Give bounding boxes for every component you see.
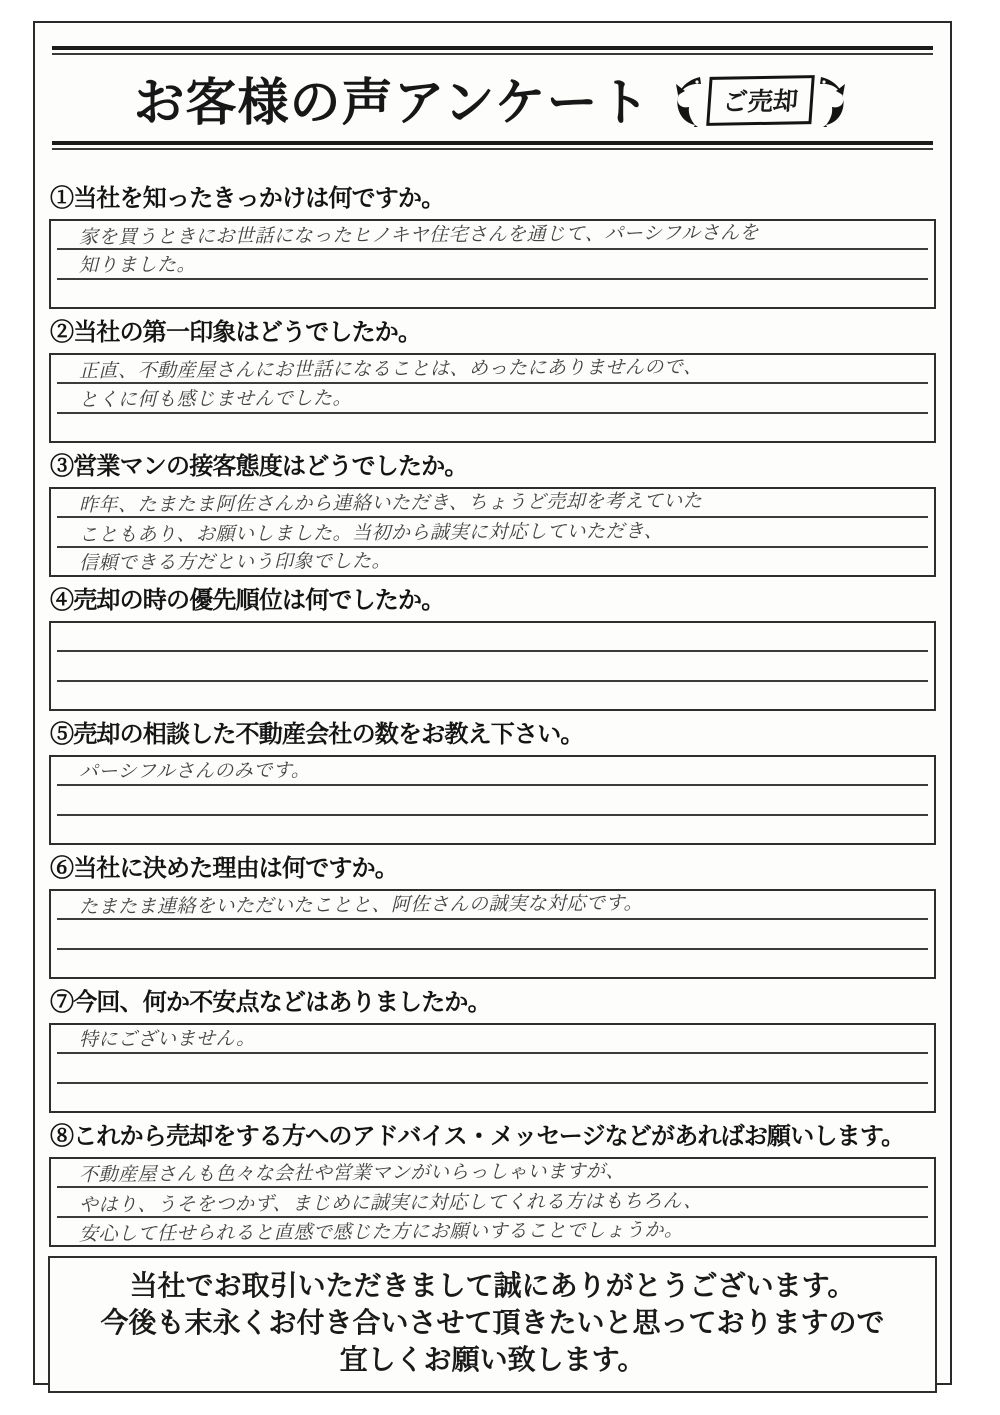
answer-box — [49, 219, 936, 309]
answer-line — [57, 891, 928, 920]
answer-line — [51, 816, 934, 843]
handwritten-answer: パーシフルさんのみです。 — [78, 759, 311, 784]
answer-box — [49, 889, 936, 979]
answer-line — [57, 489, 928, 518]
answer-line — [57, 221, 928, 250]
answer-line — [57, 355, 928, 384]
handwritten-answer: 信頼できる方だという印象でした。 — [78, 549, 392, 575]
answer-line — [57, 920, 928, 949]
handwritten-answer: 昨年、たまたま阿佐さんから連絡いただき、ちょうど売却を考えていた — [78, 490, 703, 517]
answer-line — [57, 623, 928, 652]
handwritten-answer: こともあり、お願いしました。当初から誠実に対応していただき、 — [78, 519, 664, 546]
question-label: 今回、何か不安点などはありましたか。 — [73, 989, 491, 1016]
question-number: ④ — [50, 587, 74, 614]
question-number: ⑥ — [50, 855, 74, 882]
question-label: 営業マンの接客態度はどうでしたか。 — [73, 453, 468, 480]
answer-box — [49, 1157, 936, 1247]
page-title: お客様の声アンケート — [133, 74, 651, 131]
answer-line — [57, 518, 928, 547]
answer-line — [57, 786, 928, 815]
question-number: ⑤ — [50, 721, 74, 748]
question-number: ⑧ — [50, 1123, 74, 1150]
answer-line — [51, 280, 934, 307]
handwritten-answer: 正直、不動産屋さんにお世話になることは、めったにありませんので、 — [78, 356, 703, 383]
handwritten-answer: とくに何も感じませんでした。 — [78, 386, 353, 411]
thanks-message-box — [48, 1256, 937, 1393]
question-number: ② — [50, 319, 74, 346]
answer-line — [57, 250, 928, 279]
double-rule-top — [52, 46, 933, 55]
answer-line — [51, 1084, 934, 1111]
sale-badge — [670, 73, 851, 127]
answer-box — [49, 353, 936, 443]
handwritten-answer: やはり、うそをつかず、まじめに誠実に対応してくれる方はもちろん、 — [78, 1189, 703, 1216]
handwritten-answer: たまたま連絡をいただいたことと、阿佐さんの誠実な対応です。 — [78, 892, 644, 919]
handwritten-answer: 知りました。 — [78, 253, 197, 277]
answer-line — [57, 757, 928, 786]
question-label: 売却の時の優先順位は何でしたか。 — [73, 587, 445, 614]
double-rule-bottom — [52, 141, 933, 150]
badge-label: ご売却 — [707, 75, 816, 126]
answer-line — [57, 1025, 928, 1054]
question-label: これから売却をする方へのアドバイス・メッセージなどがあればお願いします。 — [73, 1123, 905, 1150]
answer-box — [49, 487, 936, 577]
question-label: 当社に決めた理由は何ですか。 — [73, 855, 399, 882]
answer-line — [57, 384, 928, 413]
question-section-7 — [48, 988, 937, 1113]
question-section-8 — [48, 1122, 937, 1247]
question-label: 売却の相談した不動産会社の数をお教え下さい。 — [73, 721, 584, 748]
question-number: ⑦ — [50, 989, 74, 1016]
question-sections — [48, 184, 937, 1396]
title-band — [48, 23, 937, 150]
thanks-line: 今後も末永くお付き合いさせて頂きたいと思っておりますので — [100, 1308, 885, 1339]
answer-line — [57, 1054, 928, 1083]
answer-line — [51, 950, 934, 977]
handwritten-answer: 安心して任せられると直感で感じた方にお願いすることでしょうか。 — [78, 1218, 684, 1245]
question-section-5 — [48, 720, 937, 845]
answer-line — [57, 1188, 928, 1217]
answer-line — [51, 682, 934, 709]
thanks-line: 当社でお取引いただきまして誠にありがとうございます。 — [129, 1271, 856, 1302]
question-label: 当社を知ったきっかけは何ですか。 — [73, 185, 445, 212]
answer-box — [49, 755, 936, 845]
question-number: ① — [50, 185, 74, 212]
question-section-4 — [48, 586, 937, 711]
question-label: 当社の第一印象はどうでしたか。 — [73, 319, 422, 346]
answer-box — [49, 621, 936, 711]
question-section-6 — [48, 854, 937, 979]
survey-sheet — [33, 21, 952, 1385]
handwritten-answer: 不動産屋さんも色々な会社や営業マンがいらっしゃいますが、 — [78, 1160, 626, 1187]
handwritten-answer: 家を買うときにお世話になったヒノキヤ住宅さんを通じて、パーシフルさんを — [78, 221, 760, 249]
question-section-3 — [48, 452, 937, 577]
question-number: ③ — [50, 453, 74, 480]
dolphin-right-icon — [815, 73, 851, 127]
answer-line — [57, 652, 928, 681]
answer-box — [49, 1023, 936, 1113]
question-section-2 — [48, 318, 937, 443]
handwritten-answer: 特にございません。 — [78, 1027, 256, 1051]
answer-line — [51, 414, 934, 441]
answer-line — [51, 548, 934, 575]
question-section-1 — [48, 184, 937, 309]
thanks-line: 宜しくお願い致します。 — [339, 1345, 646, 1376]
dolphin-left-icon — [670, 73, 706, 127]
answer-line — [57, 1159, 928, 1188]
answer-line — [51, 1218, 934, 1245]
